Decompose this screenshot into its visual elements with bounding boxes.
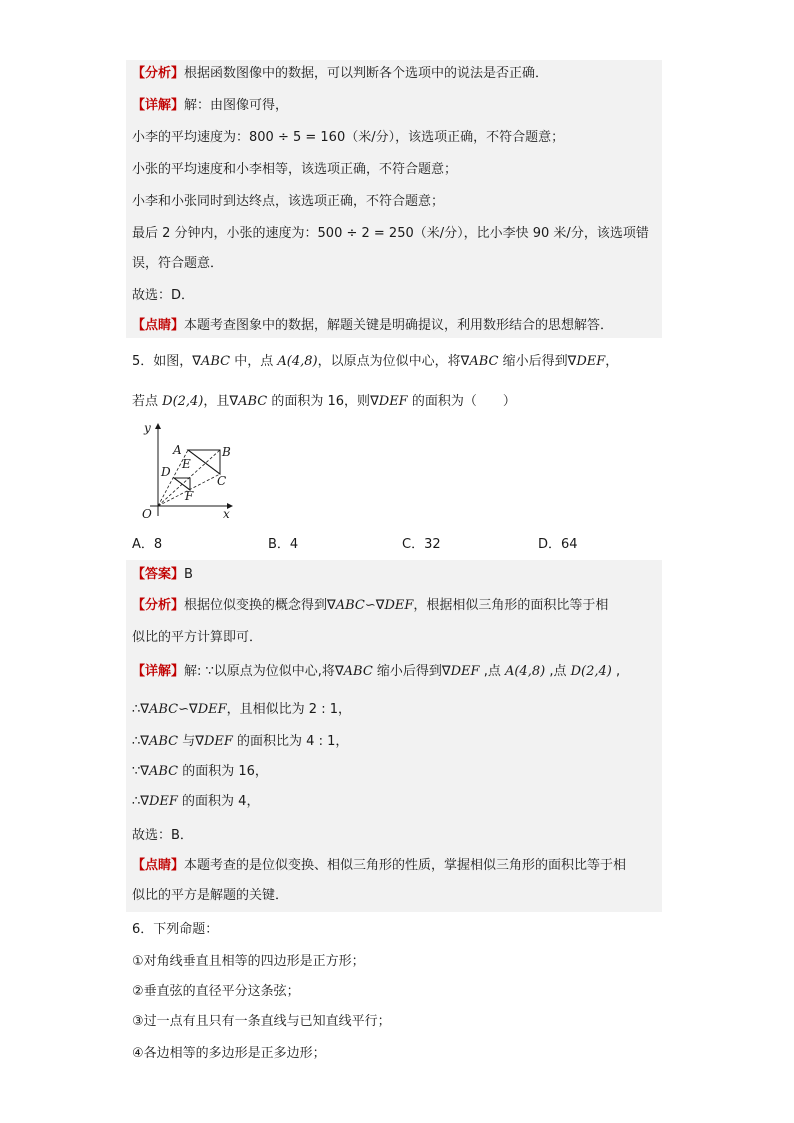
triangle-symbol: ∇ bbox=[441, 664, 451, 679]
analysis-text: 根据位似变换的概念得到 bbox=[184, 598, 328, 613]
answer-text: B bbox=[184, 567, 193, 582]
math-abc: ABC∽ bbox=[148, 702, 190, 717]
step-text: 与 bbox=[178, 734, 196, 749]
stem-text: ，以原点为位似中心，将 bbox=[317, 354, 461, 369]
math-def: DEF bbox=[197, 702, 227, 717]
answer-tag: 【答案】 bbox=[132, 567, 185, 582]
math-def: DEF bbox=[384, 598, 414, 613]
stem-text: 缩小后得到 bbox=[498, 354, 568, 369]
label-a: A bbox=[173, 443, 182, 457]
analysis-text: ，根据相似三角形的面积比等于相 bbox=[413, 598, 609, 613]
q4-answer: 故选：D． bbox=[132, 288, 195, 303]
q4-line-5: 误，符合题意． bbox=[132, 256, 224, 271]
math-abc: ABC bbox=[148, 734, 179, 749]
label-o: O bbox=[142, 507, 152, 521]
detail-tag: 【详解】 bbox=[132, 664, 185, 679]
math-point-d: D(2,4) bbox=[162, 394, 204, 409]
triangle-symbol: ∇ bbox=[229, 394, 239, 409]
q5-step-3 bbox=[132, 762, 268, 782]
triangle-symbol: ∇ bbox=[567, 354, 577, 369]
step-text: 的面积为 16， bbox=[178, 764, 268, 779]
stem-text: 5．如图， bbox=[132, 354, 193, 369]
triangle-symbol: ∇ bbox=[334, 664, 344, 679]
q6-item-2: ②垂直弦的直径平分这条弦； bbox=[132, 984, 300, 999]
math-def: DEF bbox=[450, 664, 480, 679]
choice-d: D．64 bbox=[538, 537, 578, 552]
triangle-symbol: ∇ bbox=[460, 354, 470, 369]
q4-line-1: 小李的平均速度为：800 ÷ 5 = 160（米/分），该选项正确，不符合题意； bbox=[132, 130, 565, 145]
stem-text: 的面积为 16，则 bbox=[267, 394, 371, 409]
q5-analysis bbox=[132, 596, 608, 616]
triangle-symbol: ∇ bbox=[192, 354, 201, 369]
math-def: DEF bbox=[576, 354, 606, 369]
comment-text: 本题考查图象中的数据，解题关键是明确提议，利用数形结合的思想解答． bbox=[184, 318, 614, 333]
stem-text: ，且 bbox=[203, 394, 230, 409]
detail-text: ,点 bbox=[545, 664, 571, 679]
detail-text: ,点 bbox=[479, 664, 505, 679]
triangle-symbol: ∇ bbox=[327, 598, 336, 613]
step-text: ，且相似比为 2 : 1， bbox=[226, 702, 351, 717]
triangle-symbol: ∇ bbox=[370, 394, 379, 409]
math-abc: ABC bbox=[200, 354, 231, 369]
q4-analysis bbox=[132, 64, 548, 84]
math-abc: ABC bbox=[238, 394, 268, 409]
choice-a: A．8 bbox=[132, 537, 163, 552]
triangle-symbol: ∇ bbox=[375, 598, 385, 613]
label-f: F bbox=[185, 489, 194, 503]
q5-final: 故选：B． bbox=[132, 828, 193, 843]
q5-comment bbox=[132, 856, 626, 876]
analysis-tag: 【分析】 bbox=[132, 598, 185, 613]
math-abc: ABC bbox=[148, 764, 179, 779]
q6-stem: 6．下列命题： bbox=[132, 922, 219, 937]
label-e: E bbox=[182, 457, 191, 471]
q4-line-4: 最后 2 分钟内，小张的速度为：500 ÷ 2 = 250（米/分），比小李快 90 米/分，该选项错 bbox=[132, 226, 649, 241]
detail-tag: 【详解】 bbox=[132, 98, 185, 113]
therefore-symbol: ∴ bbox=[132, 734, 141, 749]
therefore-symbol: ∴ bbox=[132, 702, 141, 717]
label-c: C bbox=[217, 474, 227, 488]
stem-text: 中，点 bbox=[230, 354, 278, 369]
q6-item-3: ③过一点有且只有一条直线与已知直线平行； bbox=[132, 1014, 391, 1029]
q4-line-3: 小李和小张同时到达终点，该选项正确，不符合题意； bbox=[132, 194, 445, 209]
comment-tag: 【点睛】 bbox=[132, 318, 185, 333]
q5-step-4 bbox=[132, 792, 259, 812]
q5-analysis-line-2: 似比的平方计算即可． bbox=[132, 630, 263, 645]
label-y: y bbox=[144, 421, 151, 435]
q5-detail bbox=[132, 662, 620, 682]
triangle-symbol: ∇ bbox=[140, 794, 149, 809]
step-text: 的面积为 4， bbox=[177, 794, 260, 809]
label-x: x bbox=[223, 507, 230, 521]
q4-comment bbox=[132, 316, 613, 336]
comment-tag: 【点睛】 bbox=[132, 858, 185, 873]
math-point-d: D(2,4) bbox=[570, 664, 612, 679]
label-d: D bbox=[161, 465, 171, 479]
math-abc: ABC∽ bbox=[335, 598, 376, 613]
math-def: DEF bbox=[203, 734, 233, 749]
label-b: B bbox=[222, 445, 231, 459]
q6-item-1: ①对角线垂直且相等的四边形是正方形； bbox=[132, 954, 365, 969]
q5-stem-line-2 bbox=[132, 392, 516, 412]
q5-comment-line-2: 似比的平方是解题的关键． bbox=[132, 888, 289, 903]
triangle-symbol: ∇ bbox=[140, 734, 149, 749]
triangle-symbol: ∇ bbox=[140, 702, 149, 717]
homothety-figure bbox=[128, 418, 238, 522]
q6-item-4: ④各边相等的多边形是正多边形； bbox=[132, 1046, 326, 1061]
choice-b: B．4 bbox=[268, 537, 299, 552]
stem-text: ， bbox=[605, 354, 619, 369]
step-text: 的面积比为 4 : 1， bbox=[232, 734, 349, 749]
math-point-a: A(4,8) bbox=[277, 354, 318, 369]
median-line bbox=[188, 450, 220, 474]
math-def: DEF bbox=[148, 794, 178, 809]
q4-line-2: 小张的平均速度和小李相等，该选项正确，不符合题意； bbox=[132, 162, 458, 177]
math-abc: ABC bbox=[343, 664, 373, 679]
stem-text: 若点 bbox=[132, 394, 163, 409]
analysis-text: 根据函数图像中的数据，可以判断各个选项中的说法是否正确． bbox=[184, 66, 549, 81]
math-point-a: A(4,8) bbox=[504, 664, 546, 679]
q5-stem-line-1 bbox=[132, 352, 618, 372]
because-symbol: ∵ bbox=[132, 764, 141, 779]
comment-text: 本题考查的是位似变换、相似三角形的性质，掌握相似三角形的面积比等于相 bbox=[184, 858, 627, 873]
math-abc: ABC bbox=[469, 354, 499, 369]
triangle-symbol: ∇ bbox=[140, 764, 149, 779]
therefore-symbol: ∴ bbox=[132, 794, 141, 809]
detail-text: 解: ∵以原点为位似中心,将 bbox=[184, 664, 335, 679]
triangle-symbol: ∇ bbox=[195, 734, 204, 749]
detail-text: 解：由图像可得， bbox=[184, 98, 289, 113]
choice-c: C．32 bbox=[402, 537, 441, 552]
detail-text: 缩小后得到 bbox=[372, 664, 442, 679]
math-def: DEF bbox=[378, 394, 408, 409]
analysis-tag: 【分析】 bbox=[132, 66, 185, 81]
q5-step-2 bbox=[132, 732, 348, 752]
triangle-symbol: ∇ bbox=[189, 702, 198, 717]
q4-detail bbox=[132, 96, 288, 116]
detail-text: , bbox=[611, 664, 621, 679]
q5-answer bbox=[132, 565, 193, 585]
q5-step-1 bbox=[132, 700, 351, 720]
stem-text: 的面积为（ ） bbox=[407, 394, 516, 409]
